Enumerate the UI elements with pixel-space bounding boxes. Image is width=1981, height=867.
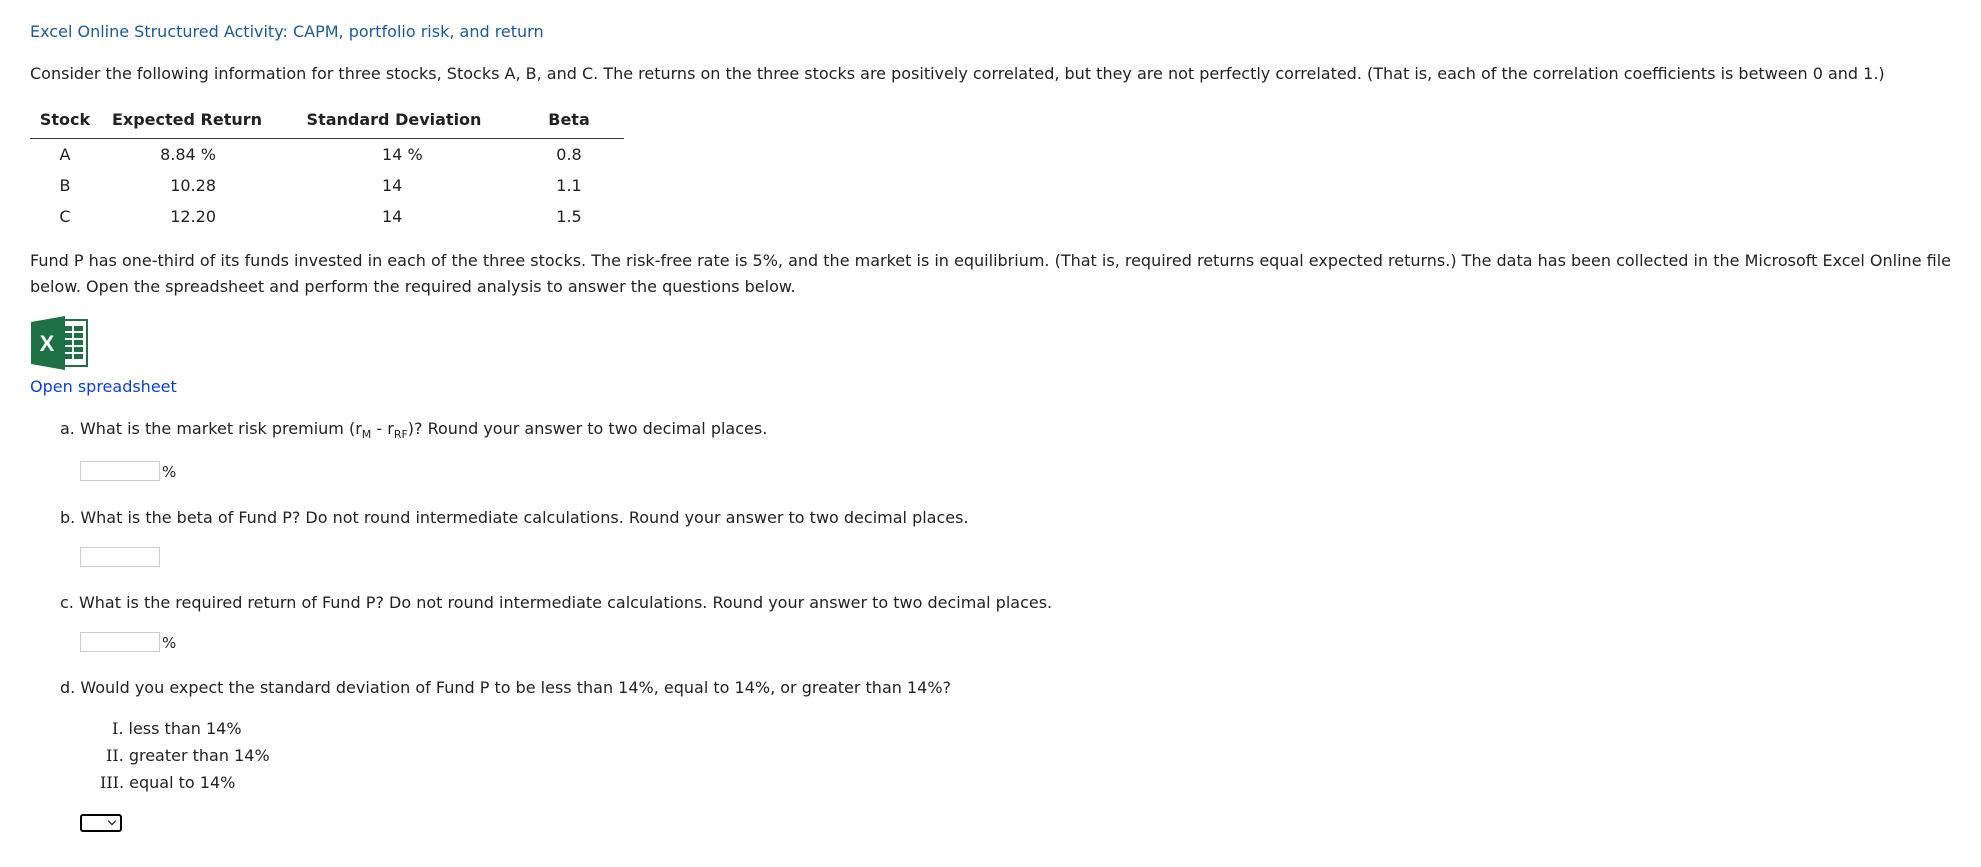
cell-stock: A xyxy=(59,145,71,164)
chevron-down-icon xyxy=(108,817,116,825)
option-iii-label: equal to 14% xyxy=(129,773,236,792)
table-header-row xyxy=(30,106,624,139)
answer-a-unit: % xyxy=(162,463,177,481)
cell-expected-return: 8.84 % xyxy=(160,145,216,164)
cell-stock: C xyxy=(59,207,71,226)
option-iii-numeral: III. xyxy=(100,773,125,792)
intro-text: Consider the following information for three stocks, Stocks A, B, and C. The returns on the three stocks are positively correlated, but they are not perfectly correlated. (That is, each of the correlation coefficients is between 0 and 1.) xyxy=(30,64,1885,83)
column-header-expected-return: Expected Return xyxy=(100,106,274,139)
answer-c-unit: % xyxy=(162,634,177,652)
table-row xyxy=(30,139,624,171)
question-a-mid: - r xyxy=(371,419,394,438)
question-a-sub-m: M xyxy=(361,428,372,442)
cell-standard-deviation: 14 % xyxy=(382,145,423,164)
option-i-numeral: I. xyxy=(112,719,124,738)
cell-beta: 1.5 xyxy=(556,207,582,226)
option-i-label: less than 14% xyxy=(128,719,242,738)
question-a-suffix: )? Round your answer to two decimal places. xyxy=(407,419,768,438)
option-i xyxy=(112,719,242,738)
open-spreadsheet-link[interactable]: Open spreadsheet xyxy=(30,377,177,396)
excel-icon-letter: X xyxy=(39,331,55,356)
stock-data-table xyxy=(30,106,624,232)
option-ii-label: greater than 14% xyxy=(128,746,270,765)
activity-title: Excel Online Structured Activity: CAPM, portfolio risk, and return xyxy=(30,22,544,41)
excel-icon[interactable] xyxy=(31,316,91,370)
question-a xyxy=(60,419,767,441)
cell-beta: 0.8 xyxy=(556,145,582,164)
cell-standard-deviation: 14 xyxy=(382,207,403,226)
answer-c-input[interactable] xyxy=(80,632,160,652)
table-row xyxy=(30,170,624,201)
cell-expected-return: 12.20 xyxy=(170,207,216,226)
question-a-prefix: a. What is the market risk premium (r xyxy=(60,419,362,438)
question-b: b. What is the beta of Fund P? Do not round intermediate calculations. Round your answer to two decimal places. xyxy=(60,508,969,527)
answer-b-input[interactable] xyxy=(80,547,160,567)
fund-description: Fund P has one-third of its funds invested in each of the three stocks. The risk-free rate is 5%, and the market is in equilibrium. (That is, required returns equal expected returns.) The data has been collected in the Microsoft Excel Online file below. Open the spreadsheet and perform the required analysis to answer the questions below. xyxy=(30,251,1951,296)
cell-stock: B xyxy=(59,176,71,195)
answer-d-select[interactable] xyxy=(80,814,122,832)
cell-standard-deviation: 14 xyxy=(382,176,403,195)
cell-expected-return: 10.28 xyxy=(170,176,216,195)
option-ii xyxy=(106,746,270,765)
question-c: c. What is the required return of Fund P? Do not round intermediate calculations. Round your answer to two decimal places. xyxy=(60,593,1053,612)
question-a-sub-rf: RF xyxy=(393,428,408,442)
column-header-standard-deviation: Standard Deviation xyxy=(274,106,514,139)
answer-a-input[interactable] xyxy=(80,461,160,481)
cell-beta: 1.1 xyxy=(556,176,582,195)
option-ii-numeral: II. xyxy=(106,746,124,765)
option-iii xyxy=(100,773,235,792)
question-d: d. Would you expect the standard deviation of Fund P to be less than 14%, equal to 14%, or greater than 14%? xyxy=(60,678,952,697)
table-row xyxy=(30,201,624,232)
column-header-stock: Stock xyxy=(30,106,100,139)
column-header-beta: Beta xyxy=(514,106,624,139)
